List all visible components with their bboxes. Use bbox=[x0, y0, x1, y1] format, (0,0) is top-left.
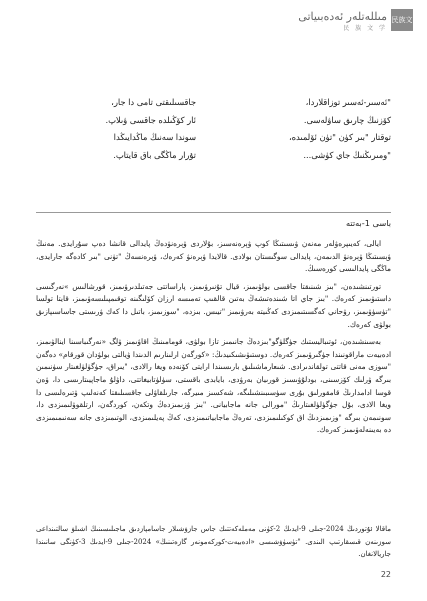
paragraph: بەسىنشىدەن، ئوتىباليستىك جۈگلۈگو"بىزدەڭ جانىمىز تازا بولۋى، قومامىنىڭ اقاۋىمىز ۋلگ «نەرگىباسىنا اينالۋىمىز، ادەبيەت ماراقونىندا جۈگىرۋىمىز كەرەك. دوستىۋىشىكىيدىڭ: «كورگەن ارلىنارىم الدىندا ۋيالتى بولۋدان قورقام» دەگەن "سوزى مەنى قاتتى تولقاندىرادى. شىعارماشىلىق بارىسىندا ارايتى كۆنەدە ويغا رالادى، "يىراق، جۈگۈلۈلغىتار سۈنىمىن بىرگە ۋرلىك كۆزسىنى، بودلۇۋىسىز قورىيان بەرۋدى، بايابدى باقستى، سۈلۈتابيغاتتى، داۋلۇ ماجاپيىتارىسى دا، ۋەن قوسا ادامدارىڭ قامقورلىق بۇرى سۈسىبىنشىلىگە، شەكسىز مىيرگە، جارىلقاۋلى جاقسىلىقتا كەنەلىپ ۋتىرەلىسى دا ويغا الادى، بۇل جۈگۈلۈلغىتارىڭ "مورالى جانە ماجابيانى. "بىز ۋزىمىزدەڭ وتكەن، كوردگەن، ارتلقوۋلىمىزدى دا، سونىمەن بىرگە "وزىمىزدىڭ اق كوكىلىمىزدى، تەرەڭ ماجابياتىمىزدى، كەڭ پەيلىمىزدى، الوتىمىزدى جانە سەنىمىمىزدى دە بەيىنەلەۋىمىز كەرەك. bbox=[36, 337, 391, 435]
paragraph: تورتىنشىدەن، "بىز شىنىقتا جاقسى بولۋىمىز، قيال تۇنىرۋىمىز، پاراساتتى جەتىلدىرۋىمىز، قورشالىس »نەرگىسى داستىۋىمىز كەرەك. "بىز جاي اتا شىندەتىشەڭ بەتىن قالقىپ تەمىسە ارزان كۆلىگىنە توقىمپىلىسەۋىمىز، قايتا تولسا "تۈسۈۋىمىز، رۋحاني كەگسىتىمىزدى كەڭىيتە بەرۋىمىز "تيىس. بىزدە، "سوزىمىز، باتىل دا كەك ۋرىستى جاساسىپازىق بولۋى كەرەك. bbox=[36, 281, 391, 329]
logo-mark: 民族文学 bbox=[391, 9, 413, 31]
journal-name: مىللەتلەر ئەدەبىياتى bbox=[298, 10, 387, 23]
journal-subtitle: 民 族 文 学 bbox=[343, 25, 387, 32]
poem-line: توقتار "بىر كۈن "تۈن ئۆلمىدە، bbox=[289, 132, 391, 142]
poem-line: "ئەسىر-ئەسىر توزاقلاردا، bbox=[305, 97, 391, 107]
chapter-heading: باسى 1-بەتتە bbox=[345, 218, 391, 228]
poem-right-column bbox=[241, 94, 391, 164]
poem-left-column bbox=[46, 94, 196, 164]
page-number: 22 bbox=[380, 570, 391, 579]
journal-logo bbox=[263, 9, 413, 46]
poem-line: كۆزنىڭ چارىق ساۋلەسى. bbox=[303, 114, 391, 125]
poem-line: جاقسىلىقتى تامى دا جار، bbox=[111, 97, 196, 107]
poem-line: ئار كۆڭىلدە جاقسى ۋىلاپ. bbox=[105, 114, 196, 125]
article-body bbox=[36, 238, 391, 442]
paragraph: ايالى، كەيىپرەۋلەر مەنەن ۋىسىتىڭا كوپ ۋېرەنەسىز، بۇلاردى ۋېرەنۋدەڭ پايدالى قانشا دەپ سۇرايدى. مەنىڭ ۋېسىتىڭا ۋېرەنۋ الدىمەن، پايدالى سوگىستان بولادى. قالايدا ۋېرەنۋ كەرەك، ۋېرەنسەڭ "تۈنى "بىر كادەگە جارايدى، ماڭگى پايدالىسى كورەسىڭ. bbox=[36, 239, 391, 274]
poem-line: سوندا سەنىڭ ماڭدايىڭدا bbox=[113, 132, 196, 142]
poem-block bbox=[36, 94, 391, 164]
poem-line: تۇرار ماڭگى باق قايتاپ. bbox=[113, 149, 196, 160]
poem-line: "ومىرىڭنىڭ جاي كۈشى... bbox=[303, 149, 391, 160]
divider bbox=[36, 212, 391, 213]
footnote: ماقالا ئۇتوردىڭ 2024-جىلى 9-ايدىڭ 2-كۈنى مەملەكەتتىك جاس جازۋشىلار جاسامپازدىق ماجىلىسىنىڭ اشىلۋ سالتىنداعى سوزىنەن قىسقارتىپ الىندى. "تۈسۈۋشىسى «ادەبيەت-كوركەمونەر گازەتىنىڭ» 2024-جىلى 9-ايدىڭ 3-كۈنگى سانىندا جاريالانغان. bbox=[36, 525, 391, 558]
